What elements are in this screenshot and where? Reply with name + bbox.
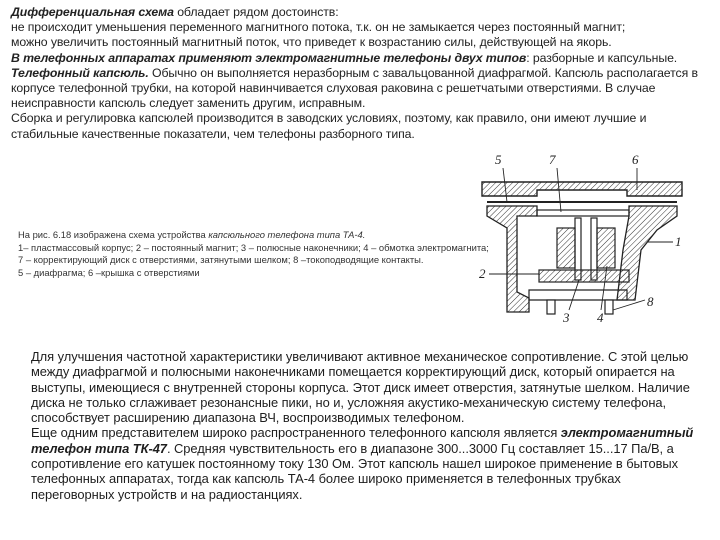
label-3: 3 (563, 310, 570, 325)
tk47-rest: . Средняя чувствительность его в диапазоне 300...3000 Гц составляет 15...17 Па/В, а сопротивление его катушек постоянному току 130 Ом. Этот капсюль нашел широкое применение в бытовых телефонных аппаратах, тогда как капсюль ТА-4 более широко применяется в телефонных трубках переговорных устройств и на радиостанциях. (31, 440, 678, 502)
body-base (529, 290, 627, 300)
label-5: 5 (495, 152, 502, 167)
assembly-note: Сборка и регулировка капсюлей производится в заводских условиях, поэтому, как правило, они имеют лучшие и стабильные качественные показатели, чем телефоны разборного типа. (11, 111, 647, 141)
contact-left (547, 300, 555, 314)
advantage-2: можно увеличить постоянный магнитный поток, что приведет к возрастанию силы, действующей на якорь. (11, 35, 612, 50)
correcting-disk (537, 210, 629, 216)
capsule-description (11, 66, 711, 112)
frequency-paragraph: Для улучшения частотной характеристики увеличивают активное механическое сопротивление. С этой целью между диафрагмой и полюсными наконечниками помещается корректирующий диск, который опирается на выступы, имеющиеся с внутренней стороны корпуса. Этот диск имеет отверстия, затянутые шелком. Наличие диска не только сглаживает резонансные пики, но и, усложняя акустико-механическую систему телефона, способствует расширению диапазона ВЧ, воспроизводимых телефоном. (31, 349, 690, 426)
figure-caption (18, 229, 508, 279)
capsule-diagram-svg (477, 150, 689, 326)
label-8: 8 (647, 294, 654, 309)
label-1: 1 (675, 234, 682, 249)
tk47-term: электромагнитный телефон типа ТК-47 (31, 425, 694, 456)
caption-line-2: 1– пластмассовый корпус; 2 – постоянный магнит; 3 – полюсные наконечники; 4 – обмотка электромагнита; (18, 241, 489, 253)
caption-line-1-title: капсюльного телефона типа ТА-4. (208, 229, 366, 240)
label-4: 4 (597, 310, 604, 325)
phone-types-rest: : разборные и капсульные. (526, 50, 678, 65)
coil-left (557, 228, 575, 268)
capsule-diagram (477, 150, 689, 326)
body-right-wall (617, 206, 677, 300)
capsule-term: Телефонный капсюль. (11, 65, 149, 80)
tk47-intro: Еще одним представителем широко распространенного телефонного капсюля является (31, 425, 561, 441)
top-text-block (11, 5, 711, 142)
phone-types-term: В телефонных аппаратах применяют электромагнитные телефоны двух типов (11, 50, 527, 65)
permanent-magnet (539, 270, 629, 282)
label-6: 6 (632, 152, 639, 167)
caption-line-1 (18, 229, 508, 242)
advantage-1: не происходит уменьшения переменного магнитного потока, т.к. он не замыкается через постоянный магнит; (11, 20, 626, 35)
differential-scheme-term: Дифференциальная схема (11, 5, 174, 19)
tk47-paragraph (31, 425, 701, 501)
caption-line-4: 5 – диафрагма; 6 –крышка с отверстиями (18, 266, 200, 278)
caption-line-1-start: На рис. 6.18 изображена схема устройства (18, 229, 209, 240)
label-7: 7 (549, 152, 556, 167)
caption-line-3: 7 – корректирующий диск с отверстиями, затянутыми шелком; 8 –токоподводящие контакты. (18, 254, 424, 266)
advantages-heading (11, 5, 711, 20)
lid-shape (482, 182, 682, 196)
label-2: 2 (479, 266, 486, 281)
capsule-description-rest: Обычно он выполняется неразборным с завальцованной диафрагмой. Капсюль располагается в корпусе телефонной трубки, на которой навинчивается слуховая раковина с решетчатыми отверстиями. В случае неисправности капсюль следует заменить другим, исправным. (11, 65, 698, 111)
advantages-heading-rest: обладает рядом достоинств: (173, 5, 339, 19)
bottom-text-block (31, 349, 701, 502)
phone-types (11, 51, 711, 66)
contact-right (605, 300, 613, 314)
coil-right (597, 228, 615, 268)
